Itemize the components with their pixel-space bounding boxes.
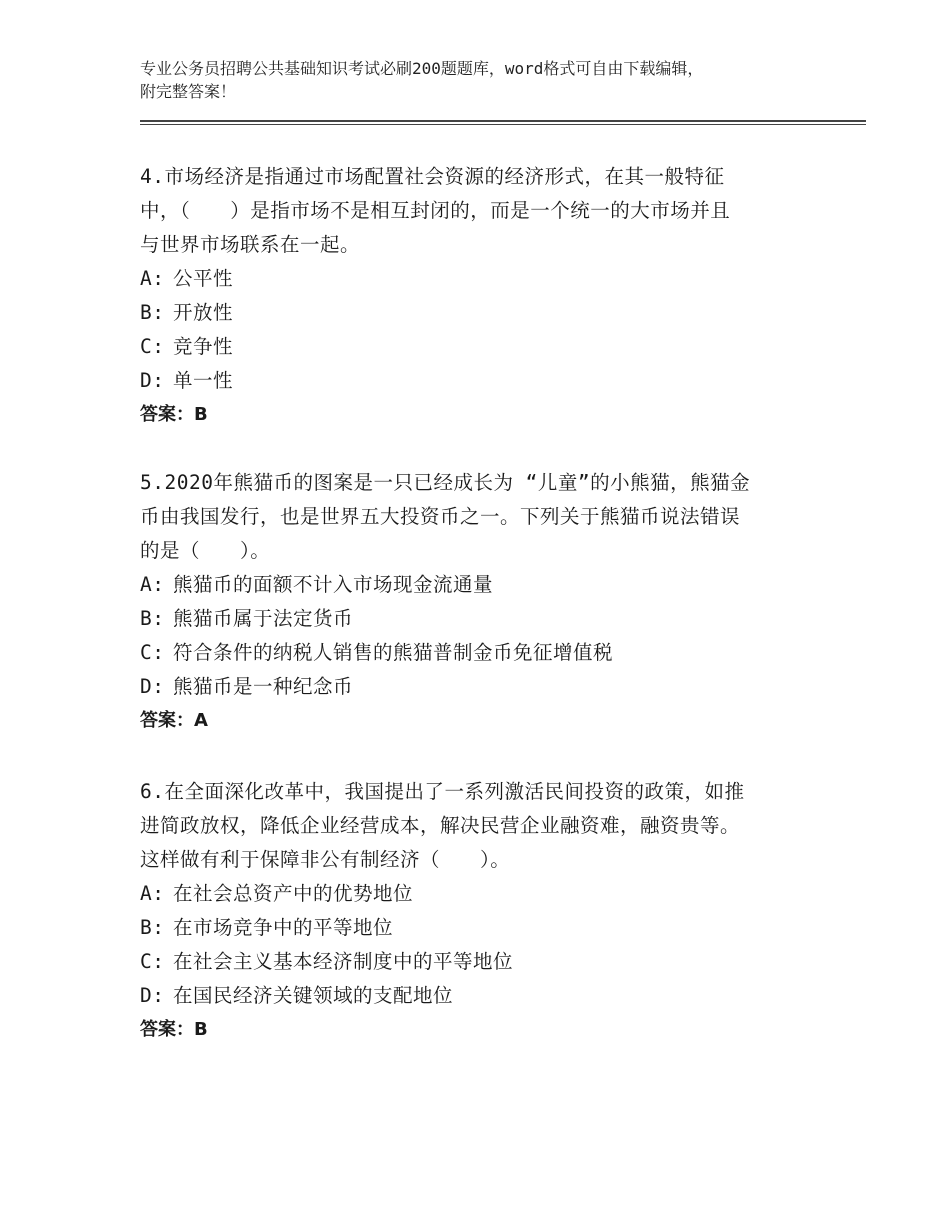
option-c — [140, 945, 820, 979]
question-stem-line: 进简政放权，降低企业经营成本，解决民营企业融资难，融资贵等。 — [140, 814, 741, 837]
question-stem-line: 4.市场经济是指通过市场配置社会资源的经济形式，在其一般特征 — [140, 165, 725, 188]
option-letter: B: — [140, 607, 165, 630]
option-text: 在市场竞争中的平等地位 — [173, 916, 394, 939]
question-5 — [140, 466, 820, 738]
option-text: 竞争性 — [173, 335, 234, 358]
answer-line: 答案：B — [140, 404, 208, 425]
question-stem-line: 与世界市场联系在一起。 — [140, 233, 361, 256]
option-text: 熊猫币的面额不计入市场现金流通量 — [173, 573, 494, 596]
question-stem-line: 币由我国发行，也是世界五大投资币之一。下列关于熊猫币说法错误 — [140, 505, 741, 528]
header-line-2: 附完整答案！ — [140, 82, 237, 101]
option-text: 在国民经济关键领域的支配地位 — [173, 984, 454, 1007]
option-letter: A: — [140, 573, 165, 596]
answer-line: 答案：A — [140, 710, 208, 731]
option-text: 开放性 — [173, 301, 234, 324]
option-b — [140, 296, 820, 330]
option-text: 熊猫币是一种纪念币 — [173, 675, 354, 698]
option-a — [140, 262, 820, 296]
question-stem-line: 的是（ ）。 — [140, 539, 271, 562]
option-text: 公平性 — [173, 267, 234, 290]
question-stem-line: 这样做有利于保障非公有制经济（ ）。 — [140, 848, 511, 871]
option-b — [140, 602, 820, 636]
option-letter: D: — [140, 369, 165, 392]
option-d — [140, 979, 820, 1013]
option-letter: D: — [140, 984, 165, 1007]
option-a — [140, 877, 820, 911]
option-a — [140, 568, 820, 602]
header-line-1: 专业公务员招聘公共基础知识考试必刷200题题库，word格式可自由下载编辑， — [140, 59, 704, 78]
option-c — [140, 330, 820, 364]
option-letter: C: — [140, 641, 165, 664]
question-4 — [140, 160, 820, 432]
option-letter: A: — [140, 882, 165, 905]
header-divider-thick — [140, 120, 866, 122]
question-stem-line: 6.在全面深化改革中，我国提出了一系列激活民间投资的政策，如推 — [140, 780, 745, 803]
option-letter: A: — [140, 267, 165, 290]
option-letter: C: — [140, 950, 165, 973]
option-letter: B: — [140, 301, 165, 324]
option-text: 在社会总资产中的优势地位 — [173, 882, 414, 905]
option-letter: B: — [140, 916, 165, 939]
answer-line: 答案：B — [140, 1019, 208, 1040]
option-c — [140, 636, 820, 670]
option-d — [140, 364, 820, 398]
option-text: 熊猫币属于法定货币 — [173, 607, 354, 630]
question-stem-line: 5.2020年熊猫币的图案是一只已经成长为 “儿童”的小熊猫，熊猫金 — [140, 471, 751, 494]
option-b — [140, 911, 820, 945]
option-text: 符合条件的纳税人销售的熊猫普制金币免征增值税 — [173, 641, 614, 664]
question-stem-line: 中，（ ）是指市场不是相互封闭的，而是一个统一的大市场并且 — [140, 199, 731, 222]
question-6 — [140, 775, 820, 1047]
option-letter: C: — [140, 335, 165, 358]
option-d — [140, 670, 820, 704]
option-text: 单一性 — [173, 369, 234, 392]
option-text: 在社会主义基本经济制度中的平等地位 — [173, 950, 514, 973]
option-letter: D: — [140, 675, 165, 698]
header-divider-thin — [140, 124, 866, 125]
page-header — [140, 57, 820, 103]
